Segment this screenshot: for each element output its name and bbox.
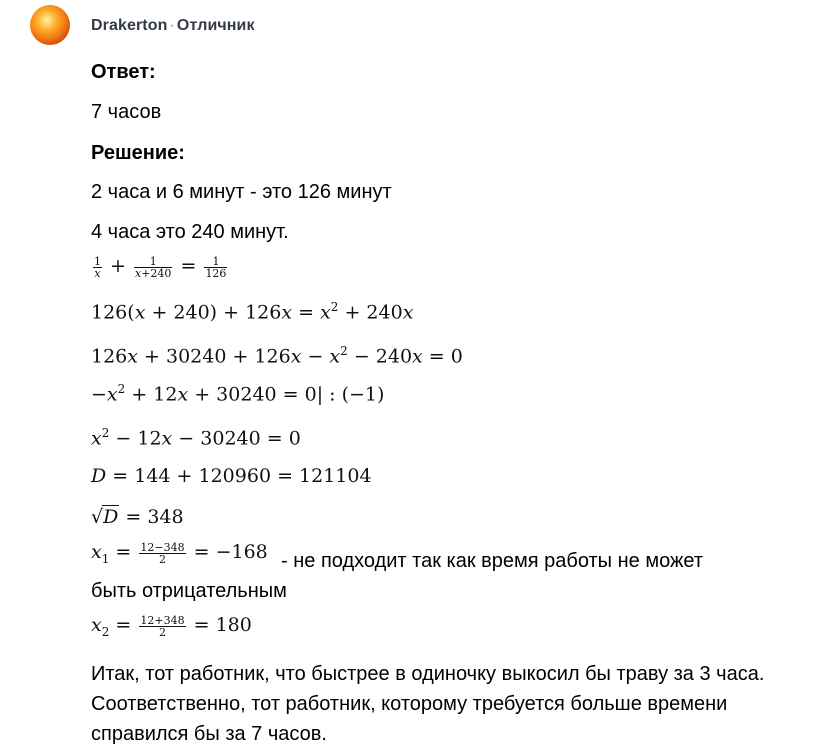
author-line <box>91 17 255 35</box>
equation-5: $x^2 - 12x - 30240 = 0$ <box>91 426 301 450</box>
solution-heading: Решение: <box>91 142 185 164</box>
author-name[interactable]: Drakerton <box>91 17 168 34</box>
equation-4: $-x^2 + 12x + 30240 = 0|$ : (−1) <box>91 382 385 406</box>
solution-line-1: 2 часа и 6 минут - это 126 минут <box>91 181 392 203</box>
equation-7: √D = 348 <box>91 506 184 528</box>
solution-line-2: 4 часа это 240 минут. <box>91 221 289 243</box>
equation-1: $\frac{1}{x}$ + $\frac{1}{x+240}$ = $\frac{1}{126}$ <box>94 254 227 280</box>
note-line-2: быть отрицательным <box>91 580 287 602</box>
avatar[interactable] <box>30 5 70 45</box>
answer-heading: Ответ: <box>91 61 156 83</box>
equation-8: $x_1$ = $\frac{12-348}{2}$ = −168 <box>91 540 268 566</box>
answer-value: 7 часов <box>91 101 162 123</box>
author-separator: · <box>169 17 175 34</box>
equation-9: $x_2$ = $\frac{12+348}{2}$ = 180 <box>91 613 252 639</box>
equation-6: D = 144 + 120960 = 121104 <box>91 465 372 487</box>
equation-3: $126x + 30240 + 126x - x^2 - 240x = 0$ <box>91 344 463 368</box>
note-line-1: - не подходит так как время работы не может <box>281 550 703 572</box>
author-rank: Отличник <box>176 17 255 34</box>
conclusion-text: Итак, тот работник, что быстрее в одиночку выкосил бы траву за 3 часа. Соответственно, тот работник, которому требуется больше времени справился бы за 7 часов. <box>91 663 765 745</box>
equation-2: $126(x + 240) + 126x = x^2 + 240x$ <box>91 300 414 324</box>
